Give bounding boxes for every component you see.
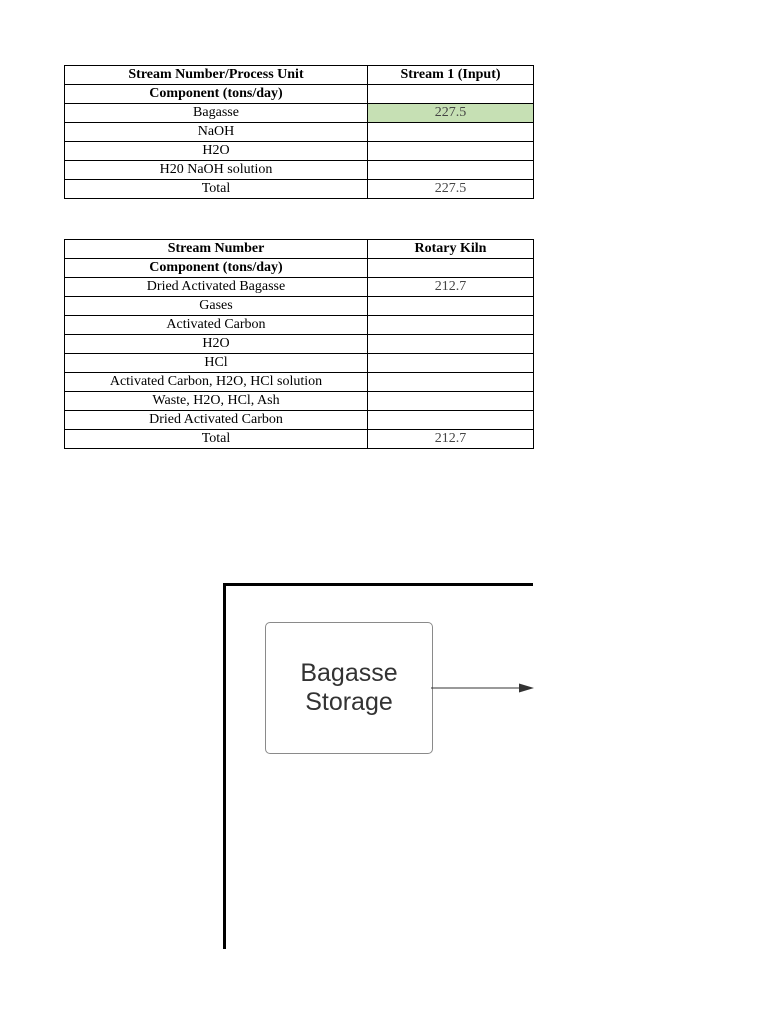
value-cell[interactable] xyxy=(368,392,534,411)
bagasse-storage-box[interactable] xyxy=(265,622,433,754)
subheader-cell[interactable] xyxy=(368,259,534,278)
process-box-label-line: Storage xyxy=(305,688,393,716)
value-cell[interactable] xyxy=(368,373,534,392)
process-box-label-line: Bagasse xyxy=(300,659,398,687)
value-cell[interactable]: 212.7 xyxy=(368,278,534,297)
table-row xyxy=(65,161,534,180)
component-cell[interactable]: Dried Activated Carbon xyxy=(65,411,368,430)
process-box-label xyxy=(300,659,397,717)
value-cell[interactable] xyxy=(368,316,534,335)
table-row xyxy=(65,142,534,161)
subheader-cell[interactable]: Component (tons/day) xyxy=(65,85,368,104)
table-row xyxy=(65,104,534,123)
table-row xyxy=(65,316,534,335)
table-row-total xyxy=(65,180,534,199)
value-cell[interactable] xyxy=(368,335,534,354)
value-cell[interactable] xyxy=(368,354,534,373)
value-cell[interactable]: 227.5 xyxy=(368,104,534,123)
component-cell[interactable]: Bagasse xyxy=(65,104,368,123)
component-cell[interactable]: Total xyxy=(65,180,368,199)
frame-top-border xyxy=(223,583,533,586)
component-cell[interactable]: NaOH xyxy=(65,123,368,142)
component-cell[interactable]: Gases xyxy=(65,297,368,316)
value-cell[interactable] xyxy=(368,142,534,161)
table-row xyxy=(65,278,534,297)
value-cell[interactable] xyxy=(368,123,534,142)
flow-arrow xyxy=(431,680,535,696)
table-subheader-row xyxy=(65,85,534,104)
stream1-table xyxy=(64,65,534,199)
table-subheader-row xyxy=(65,259,534,278)
component-cell[interactable]: H20 NaOH solution xyxy=(65,161,368,180)
component-cell[interactable]: H2O xyxy=(65,142,368,161)
subheader-cell[interactable] xyxy=(368,85,534,104)
value-cell[interactable] xyxy=(368,411,534,430)
header-cell[interactable]: Stream 1 (Input) xyxy=(368,66,534,85)
rotary-kiln-table xyxy=(64,239,534,449)
component-cell[interactable]: H2O xyxy=(65,335,368,354)
table-row xyxy=(65,392,534,411)
subheader-cell[interactable]: Component (tons/day) xyxy=(65,259,368,278)
table-row xyxy=(65,335,534,354)
value-cell[interactable]: 212.7 xyxy=(368,430,534,449)
component-cell[interactable]: Activated Carbon xyxy=(65,316,368,335)
header-cell[interactable]: Stream Number/Process Unit xyxy=(65,66,368,85)
value-cell[interactable] xyxy=(368,297,534,316)
table-header-row xyxy=(65,66,534,85)
table-row-total xyxy=(65,430,534,449)
component-cell[interactable]: Total xyxy=(65,430,368,449)
arrow-head xyxy=(519,684,534,693)
table-row xyxy=(65,297,534,316)
table-row xyxy=(65,354,534,373)
value-cell[interactable] xyxy=(368,161,534,180)
table-row xyxy=(65,411,534,430)
component-cell[interactable]: Waste, H2O, HCl, Ash xyxy=(65,392,368,411)
component-cell[interactable]: HCl xyxy=(65,354,368,373)
frame-left-border xyxy=(223,583,226,949)
component-cell[interactable]: Dried Activated Bagasse xyxy=(65,278,368,297)
value-cell[interactable]: 227.5 xyxy=(368,180,534,199)
header-cell[interactable]: Stream Number xyxy=(65,240,368,259)
table-row xyxy=(65,373,534,392)
table-header-row xyxy=(65,240,534,259)
component-cell[interactable]: Activated Carbon, H2O, HCl solution xyxy=(65,373,368,392)
header-cell[interactable]: Rotary Kiln xyxy=(368,240,534,259)
table-row xyxy=(65,123,534,142)
